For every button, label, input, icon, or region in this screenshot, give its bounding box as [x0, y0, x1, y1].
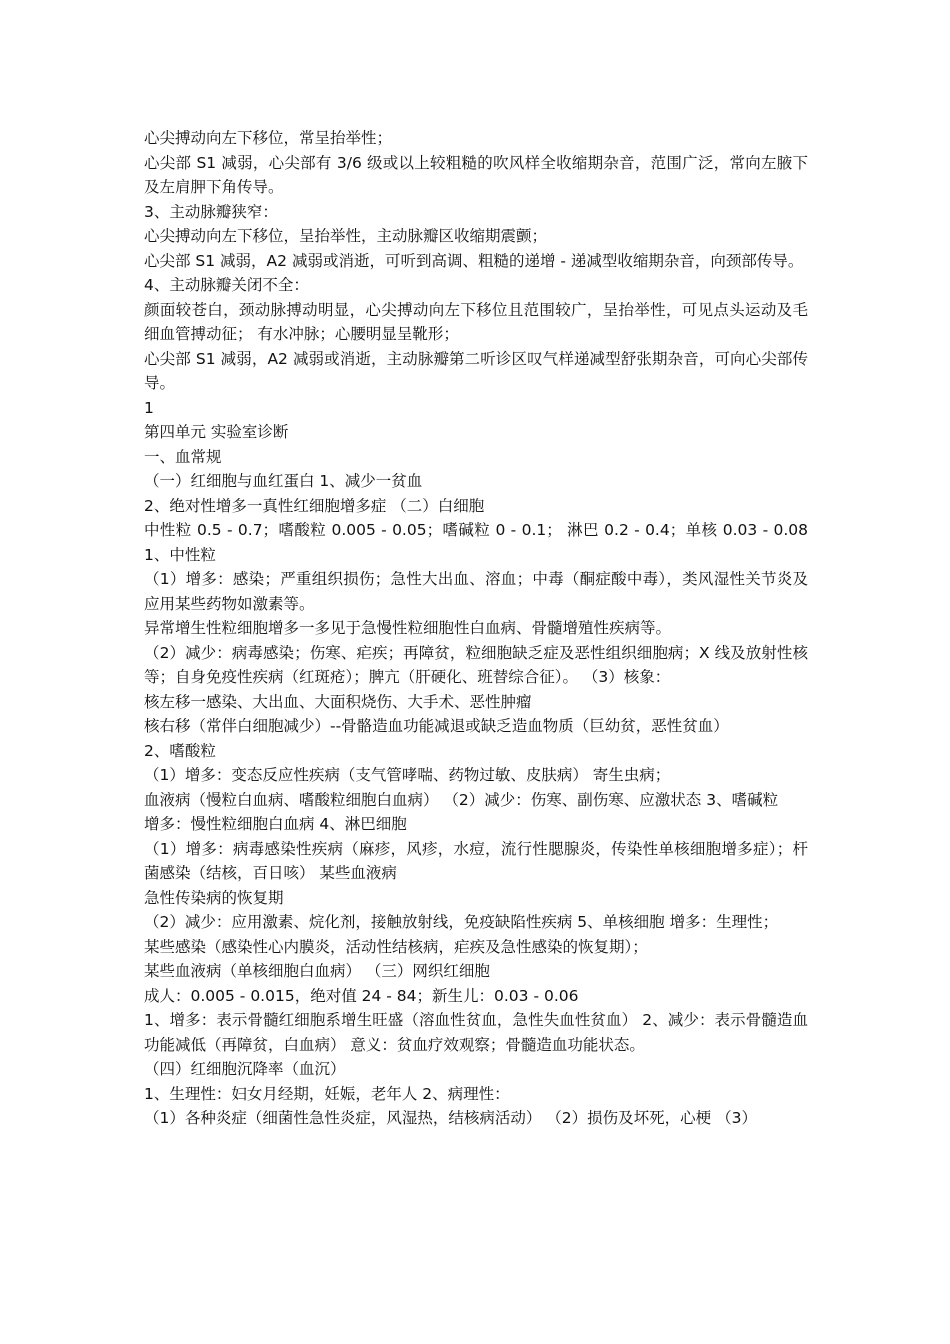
text-line: （1）各种炎症（细菌性急性炎症，风湿热，结核病活动） （2）损伤及坏死，心梗 （3） [144, 1109, 757, 1127]
section-heading: 4、主动脉瓣关闭不全： [144, 276, 309, 294]
text-line: 心尖部 S1 减弱，A2 减弱或消逝，可听到高调、粗糙的递增 - 递减型收缩期杂音，向颈部传导。 [144, 251, 804, 270]
text-line: 异常增生性粒细胞增多一多见于急慢性粒细胞性白血病、骨髓增殖性疾病等。 [144, 619, 672, 637]
text-line: （2）减少：病毒感染；伤寒、疟疾；再障贫，粒细胞缺乏症及恶性组织细胞病；X 线及放射性核等；自身免疫性疾病（红斑疮）；脾亢（肝硬化、班替综合征）。 （3）核象： [144, 643, 808, 686]
text-line: 1、增多：表示骨髓红细胞系增生旺盛（溶血性贫血，急性失血性贫血） 2、减少：表示骨髓造血功能减低（再障贫，白血病） 意义：贫血疗效观察；骨髓造血功能状态。 [144, 1011, 808, 1054]
unit-heading: 第四单元 实验室诊断 [144, 423, 289, 441]
text-line: 1、生理性：妇女月经期，妊娠，老年人 2、病理性： [144, 1084, 510, 1103]
text-line: 心尖搏动向左下移位，常呈抬举性； [144, 129, 393, 147]
text-line: 心尖搏动向左下移位，呈抬举性，主动脉瓣区收缩期震颤； [144, 227, 548, 245]
text-line: （2）减少：应用激素、烷化剂，接触放射线，免疫缺陷性疾病 5、单核细胞 增多：生理性； [144, 913, 779, 931]
text-line: 核右移（常伴白细胞减少）--骨骼造血功能减退或缺乏造血物质（巨幼贫，恶性贫血） [144, 717, 729, 735]
text-line: 心尖部 S1 减弱，A2 减弱或消逝，主动脉瓣第二听诊区叹气样递减型舒张期杂音，可向心尖部传导。 [144, 349, 808, 392]
section-heading: 一、血常规 [144, 447, 222, 466]
text-line: 血液病（慢粒白血病、嗜酸粒细胞白血病） （2）减少：伤寒、副伤寒、应激状态 3、嗜碱粒 [144, 790, 779, 809]
section-heading: 3、主动脉瓣狭窄： [144, 202, 278, 221]
document-body [144, 126, 808, 1131]
text-line: （1）增多：病毒感染性疾病（麻疹，风疹，水痘，流行性腮腺炎，传染性单核细胞增多症）；杆菌感染（结核，百日咳） 某些血液病 [144, 839, 808, 882]
text-line: （1）增多：变态反应性疾病（支气管哮喘、药物过敏、皮肤病） 寄生虫病； [144, 766, 671, 784]
text-line: 心尖部 S1 减弱，心尖部有 3/6 级或以上较粗糙的吹风样全收缩期杂音，范围广泛，常向左腋下及左肩胛下角传导。 [144, 153, 808, 196]
text-line: 增多：慢性粒细胞白血病 4、淋巴细胞 [144, 815, 407, 833]
text-line: 某些感染（感染性心内膜炎，活动性结核病，疟疾及急性感染的恢复期）； [144, 937, 648, 956]
text-line: 急性传染病的恢复期 [144, 888, 284, 907]
text-line: 2、嗜酸粒 [144, 741, 216, 760]
text-line: （1）增多：感染；严重组织损伤；急性大出血、溶血；中毒（酮症酸中毒），类风湿性关节炎及应用某些药物如激素等。 [144, 570, 808, 613]
text-line: 2、绝对性增多一真性红细胞增多症 （二）白细胞 [144, 496, 485, 515]
text-line: （一）红细胞与血红蛋白 1、减少一贫血 [144, 472, 423, 490]
text-line: （四）红细胞沉降率（血沉） [144, 1060, 346, 1078]
text-line: 某些血液病（单核细胞白血病） （三）网织红细胞 [144, 962, 490, 980]
text-line: 颜面较苍白，颈动脉搏动明显，心尖搏动向左下移位且范围较广，呈抬举性，可见点头运动及毛细血管搏动征； 有水冲脉；心腰明显呈靴形； [144, 300, 808, 343]
page-number: 1 [144, 398, 154, 417]
text-line: 成人：0.005 - 0.015，绝对值 24 - 84；新生儿：0.03 - 0.06 [144, 986, 579, 1005]
text-line: 中性粒 0.5 - 0.7；嗜酸粒 0.005 - 0.05；嗜碱粒 0 - 0.1； 淋巴 0.2 - 0.4；单核 0.03 - 0.08 1、中性粒 [144, 521, 808, 564]
text-line: 核左移一感染、大出血、大面积烧伤、大手术、恶性肿瘤 [144, 692, 532, 711]
